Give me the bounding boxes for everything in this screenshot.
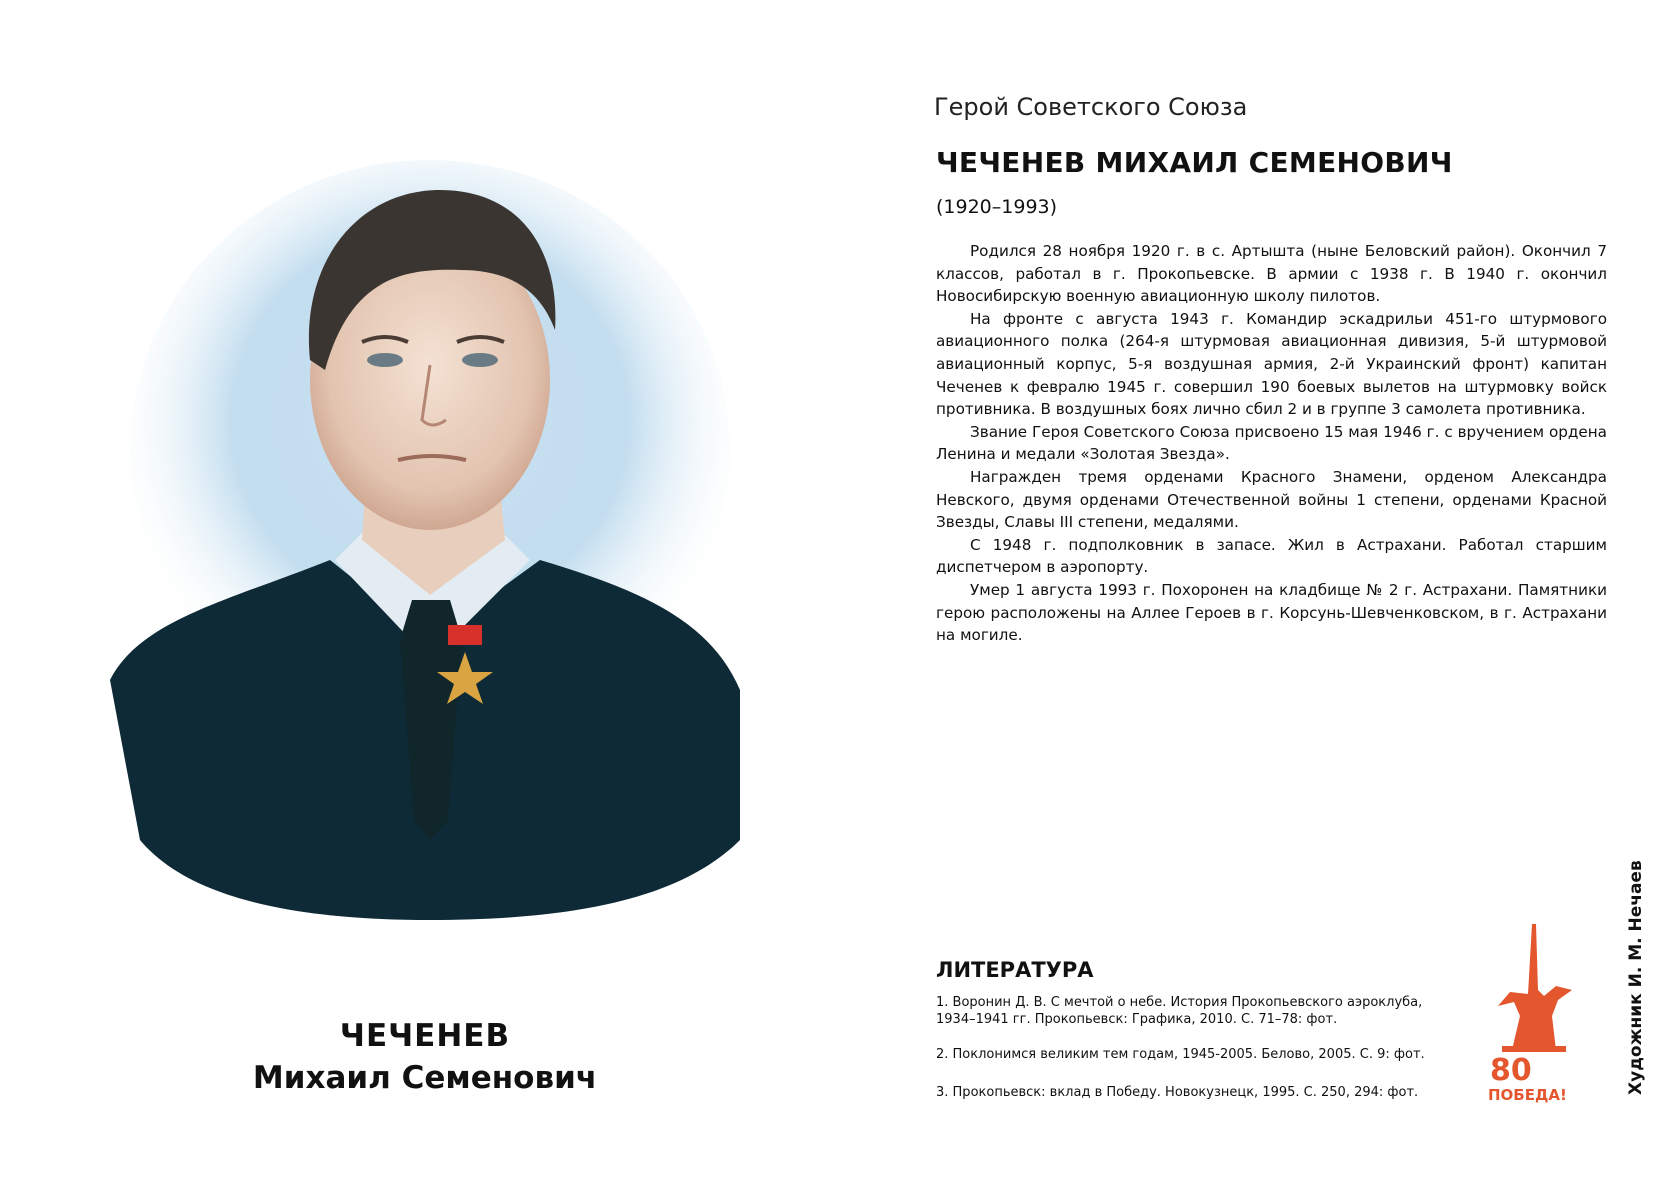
biography bbox=[936, 240, 1607, 647]
life-years: (1920–1993) bbox=[936, 196, 1058, 218]
biography-paragraph: Родился 28 ноября 1920 г. в с. Артышта (ныне Беловский район). Окончил 7 классов, работал в г. Прокопьевске. В армии с 1938 г. В 1940 г. окончил Новосибирскую военную авиационную школу пилотов. bbox=[936, 242, 1607, 306]
biography-paragraph: Звание Героя Советского Союза присвоено 15 мая 1946 г. с вручением ордена Ленина и медали «Золотая Звезда». bbox=[936, 422, 1607, 464]
emblem-number: 80 bbox=[1490, 1053, 1532, 1088]
page-title: ЧЕЧЕНЕВ МИХАИЛ СЕМЕНОВИЧ bbox=[936, 146, 1453, 179]
emblem-text: ПОБЕДА! bbox=[1488, 1086, 1567, 1104]
biography-paragraph: На фронте с августа 1943 г. Командир эскадрильи 451-го штурмового авиационного полка (264-я штурмовая авиационная дивизия, 5-й штурмовой авиационный корпус, 5-я воздушная армия, 2-й Украинский фронт) капитан Чеченев к февралю 1945 г. совершил 190 боевых вылетов на штурмовку войск противника. В воздушных боях лично сбил 2 и в группе 3 самолета противника. bbox=[936, 309, 1607, 419]
biography-paragraph: С 1948 г. подполковник в запасе. Жил в Астрахани. Работал старшим диспетчером в аэропорту. bbox=[936, 535, 1607, 577]
literature-heading: ЛИТЕРАТУРА bbox=[936, 958, 1094, 982]
literature-item: 3. Прокопьевск: вклад в Победу. Новокузнецк, 1995. С. 250, 294: фот. bbox=[936, 1085, 1419, 1100]
literature-item: 2. Поклонимся великим тем годам, 1945-2005. Белово, 2005. С. 9: фот. bbox=[936, 1047, 1425, 1062]
biography-paragraph: Награжден тремя орденами Красного Знамени, орденом Александра Невского, двумя орденами Отечественной войны 1 степени, орденами Красной Звезды, Славы III степени, медалями. bbox=[936, 467, 1607, 532]
portrait-painting bbox=[100, 120, 750, 980]
portrait-caption-given-name: Михаил Семенович bbox=[252, 1060, 598, 1096]
portrait-caption-surname: ЧЕЧЕНЕВ bbox=[339, 1018, 511, 1054]
artist-credit: Художник И. М. Нечаев bbox=[1626, 860, 1646, 1095]
biography-paragraph: Умер 1 августа 1993 г. Похоронен на кладбище № 2 г. Астрахани. Памятники герою расположены на Аллее Героев в г. Корсунь-Шевченковском, в г. Астрахани на могиле. bbox=[936, 580, 1607, 645]
page-subtitle: Герой Советского Союза bbox=[934, 93, 1248, 121]
literature-item: 1. Воронин Д. В. С мечтой о небе. История Прокопьевского аэроклуба, 1934–1941 гг. Прокопьевск: Графика, 2010. С. 71–78: фот. bbox=[936, 995, 1423, 1027]
motherland-statue-icon bbox=[1486, 920, 1582, 1104]
victory-80-emblem bbox=[1486, 920, 1582, 1104]
portrait-svg bbox=[100, 120, 750, 980]
